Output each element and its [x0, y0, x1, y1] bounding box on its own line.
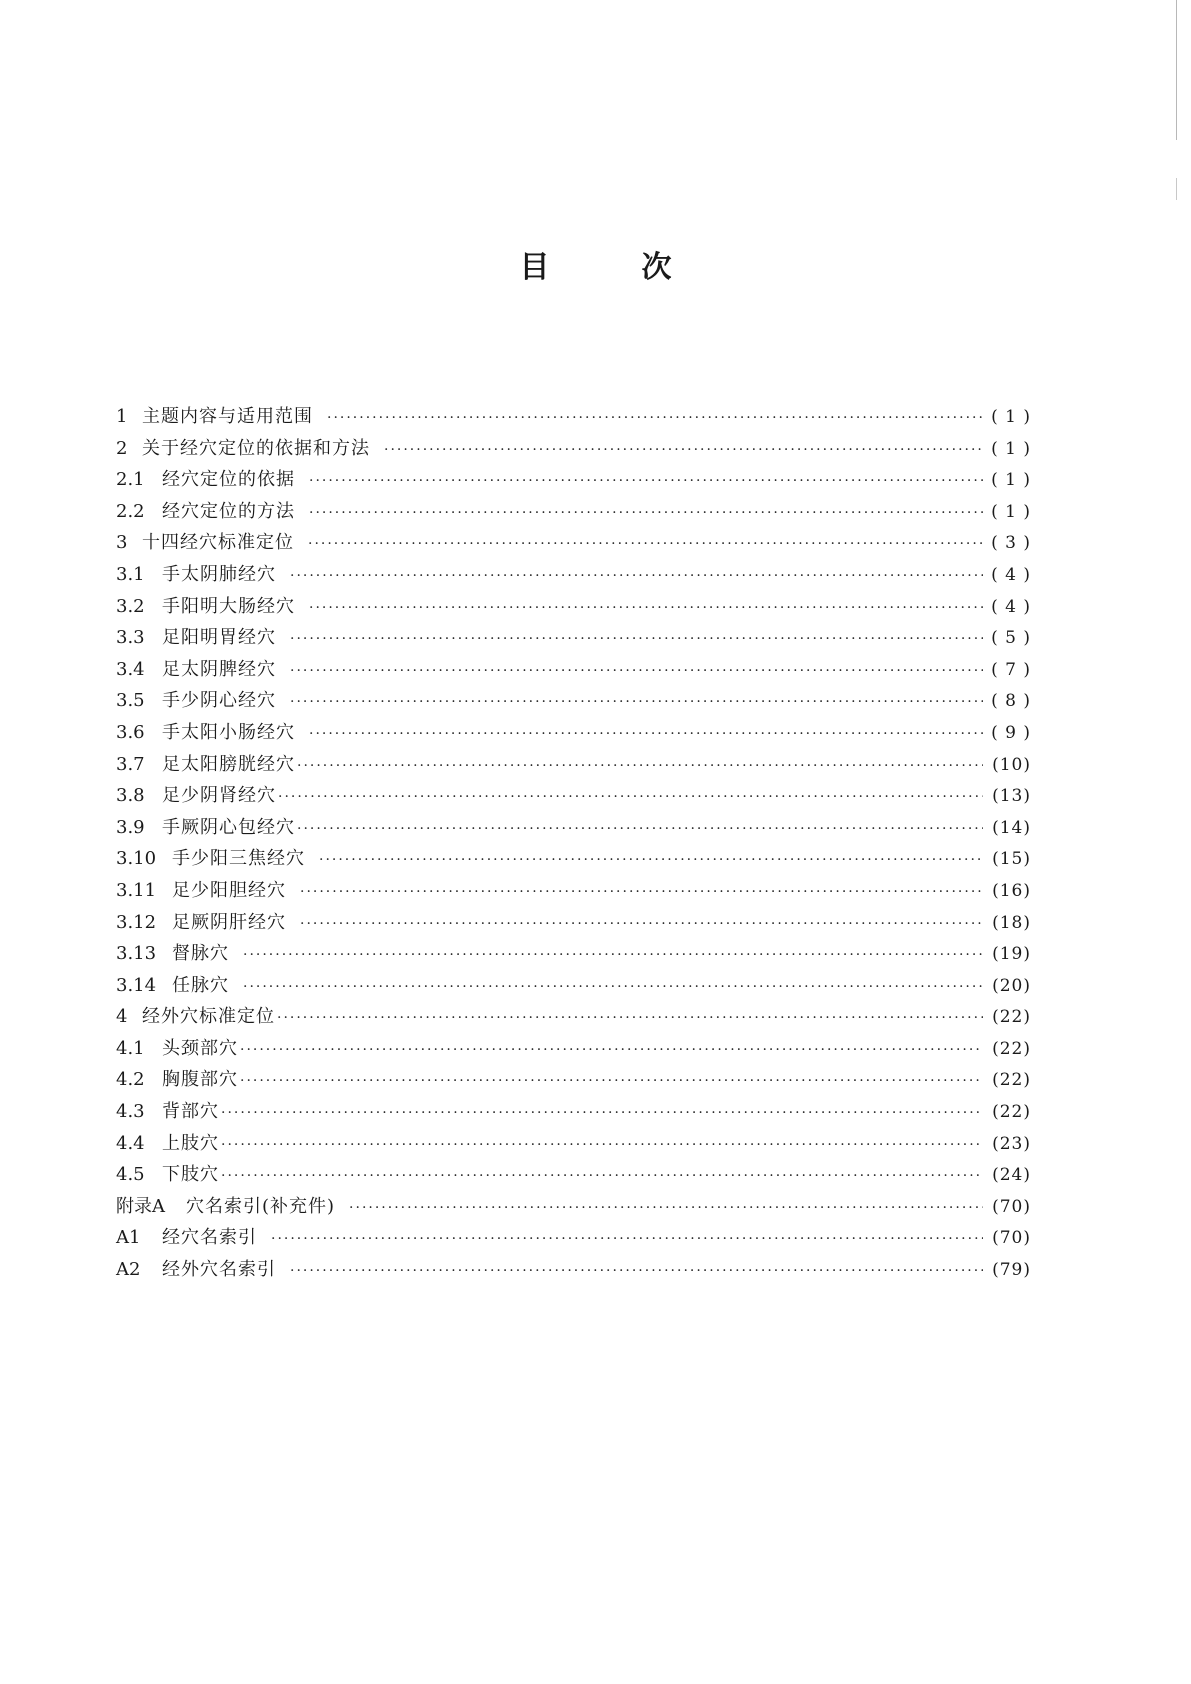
toc-entry-number: A1: [116, 1227, 141, 1249]
toc-entry-a2[interactable]: [116, 1254, 1031, 1286]
toc-entry-page: ( 1 ): [991, 407, 1031, 427]
dot-leader: [290, 624, 983, 656]
toc-entry-title: 背部穴: [162, 1101, 219, 1123]
toc-entry-page: (79): [992, 1260, 1031, 1281]
toc-entry-number: 3.10: [116, 848, 157, 870]
toc-entry-3-4[interactable]: [116, 654, 1031, 686]
dot-leader: [221, 1161, 983, 1193]
toc-entry-page: ( 8 ): [991, 691, 1031, 712]
dot-leader: [290, 656, 983, 688]
toc-entry-page: ( 3 ): [991, 533, 1031, 554]
toc-entry-title: 主题内容与适用范围: [142, 406, 313, 427]
toc-entry-title: 足阳明胃经穴: [162, 627, 276, 649]
dot-leader: [290, 687, 983, 719]
toc-entry-4-4[interactable]: [116, 1128, 1031, 1160]
toc-entry-3[interactable]: [116, 527, 1031, 559]
toc-entry-title: 经外穴名索引: [162, 1259, 276, 1281]
dot-leader: [240, 1066, 983, 1098]
toc-entry-number: 4: [116, 1006, 128, 1028]
toc-entry-number: 3.13: [116, 943, 157, 965]
toc-entry-3-1[interactable]: [116, 559, 1031, 591]
dot-leader: [300, 909, 983, 941]
toc-entry-number: 3.1: [116, 563, 145, 585]
toc-entry-page: (14): [992, 817, 1031, 838]
dot-leader: [290, 1256, 983, 1288]
toc-entry-3-5[interactable]: [116, 685, 1031, 717]
toc-entry-page: ( 1 ): [991, 438, 1031, 459]
toc-entry-4-1[interactable]: [116, 1033, 1031, 1065]
toc-entry-number: 4.3: [116, 1101, 145, 1123]
toc-entry-page: (22): [992, 1070, 1031, 1091]
toc-entry-2-2[interactable]: [116, 496, 1031, 528]
toc-entry-3-10[interactable]: [116, 843, 1031, 875]
scan-edge-line: [1176, 0, 1177, 140]
toc-entry-number: 附录A: [116, 1195, 165, 1217]
toc-entry-a1[interactable]: [116, 1222, 1031, 1254]
dot-leader: [319, 845, 983, 877]
dot-leader: [327, 403, 983, 435]
toc-entry-4-5[interactable]: [116, 1159, 1031, 1191]
toc-entry-title: 下肢穴: [162, 1164, 219, 1186]
toc-entry-page: ( 4 ): [991, 596, 1031, 617]
toc-entry-title: 十四经穴标准定位: [142, 532, 294, 554]
toc-entry-number: 3.2: [116, 595, 145, 617]
toc-entry-title: 手阳明大肠经穴: [162, 595, 295, 617]
toc-entry-3-2[interactable]: [116, 591, 1031, 623]
toc-entry-page: ( 1 ): [991, 501, 1031, 522]
toc-entry-page: ( 5 ): [991, 628, 1031, 649]
toc-entry-title: 任脉穴: [172, 974, 229, 996]
toc-entry-number: 3.4: [116, 658, 145, 680]
dot-leader: [309, 719, 983, 751]
toc-entry-3-9[interactable]: [116, 812, 1031, 844]
toc-entry-page: (23): [992, 1133, 1031, 1154]
toc-entry-number: 3.6: [116, 721, 145, 743]
dot-leader: [297, 814, 983, 846]
toc-entry-title: 足厥阴肝经穴: [172, 911, 286, 933]
toc-entry-title: 经穴定位的方法: [162, 500, 295, 522]
toc-entry-number: 3.9: [116, 816, 145, 838]
toc-entry-number: 2.1: [116, 469, 145, 491]
toc-entry-page: (18): [992, 912, 1031, 933]
toc-entry-number: 3.11: [116, 879, 157, 901]
toc-entry-page: ( 4 ): [991, 564, 1031, 585]
toc-entry-appendix-a[interactable]: [116, 1191, 1031, 1223]
toc-entry-page: ( 1 ): [991, 470, 1031, 491]
toc-entry-title: 手厥阴心包经穴: [162, 816, 295, 838]
toc-entry-page: (70): [992, 1196, 1031, 1217]
toc-entry-number: A2: [116, 1259, 141, 1281]
toc-entry-number: 1: [116, 406, 128, 427]
toc-entry-number: 2.2: [116, 500, 145, 522]
dot-leader: [243, 940, 983, 972]
toc-entry-number: 3: [116, 532, 128, 554]
toc-entry-3-12[interactable]: [116, 907, 1031, 939]
toc-entry-number: 3.12: [116, 911, 157, 933]
toc-entry-2[interactable]: [116, 433, 1031, 465]
toc-entry-1[interactable]: [116, 401, 1031, 433]
toc-entry-page: (10): [992, 754, 1031, 775]
toc-entry-title: 督脉穴: [172, 943, 229, 965]
toc-entry-page: (16): [992, 880, 1031, 901]
toc-entry-title: 经穴定位的依据: [162, 469, 295, 491]
table-of-contents: [116, 401, 1031, 1286]
toc-entry-number: 4.2: [116, 1069, 145, 1091]
toc-entry-page: (24): [992, 1165, 1031, 1186]
dot-leader: [221, 1098, 983, 1130]
dot-leader: [243, 972, 983, 1004]
toc-entry-page: (22): [992, 1038, 1031, 1059]
toc-entry-page: (19): [992, 944, 1031, 965]
toc-entry-title: 胸腹部穴: [162, 1069, 238, 1091]
toc-entry-title: 足少阴肾经穴: [162, 785, 276, 807]
dot-leader: [309, 593, 983, 625]
toc-entry-page: ( 9 ): [991, 722, 1031, 743]
dot-leader: [271, 1224, 983, 1256]
toc-entry-4-3[interactable]: [116, 1096, 1031, 1128]
toc-entry-number: 3.5: [116, 690, 145, 712]
dot-leader: [297, 751, 983, 783]
toc-entry-number: 4.1: [116, 1037, 145, 1059]
toc-entry-2-1[interactable]: [116, 464, 1031, 496]
toc-entry-page: (70): [992, 1228, 1031, 1249]
dot-leader: [221, 1130, 983, 1162]
toc-entry-title: 足少阳胆经穴: [172, 879, 286, 901]
toc-entry-4[interactable]: [116, 1001, 1031, 1033]
toc-entry-page: (20): [992, 975, 1031, 996]
toc-entry-page: (15): [992, 849, 1031, 870]
toc-entry-title: 经穴名索引: [162, 1227, 257, 1249]
toc-entry-number: 3.7: [116, 753, 145, 775]
toc-entry-3-7[interactable]: [116, 749, 1031, 781]
toc-entry-title: 经外穴标准定位: [142, 1006, 275, 1028]
toc-entry-3-11[interactable]: [116, 875, 1031, 907]
toc-entry-page: ( 7 ): [991, 659, 1031, 680]
dot-leader: [278, 782, 983, 814]
title-char-2: 次: [641, 250, 672, 285]
toc-entry-number: 2: [116, 437, 128, 459]
toc-entry-number: 4.4: [116, 1132, 145, 1154]
dot-leader: [290, 561, 983, 593]
toc-entry-title: 关于经穴定位的依据和方法: [142, 437, 370, 459]
toc-entry-title: 上肢穴: [162, 1132, 219, 1154]
toc-entry-3-13[interactable]: [116, 938, 1031, 970]
toc-entry-number: 3.3: [116, 627, 145, 649]
dot-leader: [349, 1193, 983, 1225]
toc-entry-title: 手太阴肺经穴: [162, 563, 276, 585]
dot-leader: [309, 466, 983, 498]
toc-entry-page: (13): [992, 786, 1031, 807]
toc-entry-number: 3.14: [116, 974, 157, 996]
toc-entry-3-6[interactable]: [116, 717, 1031, 749]
toc-entry-page: (22): [992, 1007, 1031, 1028]
dot-leader: [277, 1003, 983, 1035]
dot-leader: [308, 529, 983, 561]
toc-entry-title: 足太阴脾经穴: [162, 658, 276, 680]
toc-entry-4-2[interactable]: [116, 1064, 1031, 1096]
toc-entry-3-3[interactable]: [116, 622, 1031, 654]
toc-entry-page: (22): [992, 1102, 1031, 1123]
dot-leader: [309, 498, 983, 530]
title-char-1: 目: [519, 250, 550, 285]
toc-entry-title: 足太阳膀胱经穴: [162, 753, 295, 775]
toc-entry-3-8[interactable]: [116, 780, 1031, 812]
toc-entry-title: 手少阴心经穴: [162, 690, 276, 712]
dot-leader: [240, 1035, 983, 1067]
toc-entry-title: 头颈部穴: [162, 1037, 238, 1059]
scan-edge-mark: [1176, 178, 1177, 200]
toc-entry-title: 穴名索引(补充件): [186, 1195, 336, 1217]
toc-entry-number: 3.8: [116, 785, 145, 807]
page-title: [0, 248, 1191, 288]
dot-leader: [384, 435, 983, 467]
toc-entry-3-14[interactable]: [116, 970, 1031, 1002]
dot-leader: [300, 877, 983, 909]
toc-entry-number: 4.5: [116, 1164, 145, 1186]
toc-entry-title: 手太阳小肠经穴: [162, 721, 295, 743]
toc-entry-title: 手少阳三焦经穴: [172, 848, 305, 870]
